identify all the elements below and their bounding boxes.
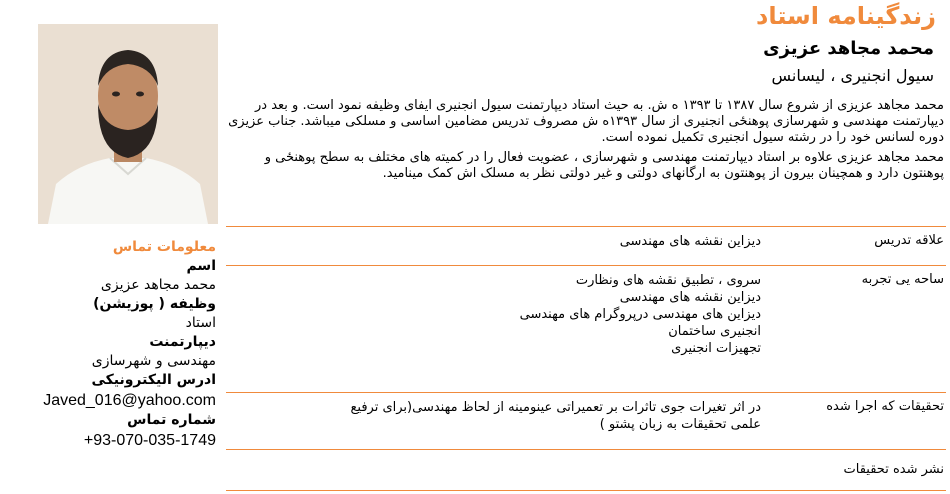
detail-row-interest — [226, 226, 946, 265]
contact-email-label: ادرس الیکترونیکی — [91, 372, 216, 388]
details-table — [226, 226, 946, 491]
contact-position-label: وظیفه ( پوزیشن) — [93, 296, 216, 312]
contact-department-value: مهندسی و شهرسازی — [91, 353, 216, 369]
contact-phone-value: +93-070-035-1749 — [83, 432, 216, 449]
profile-photo — [38, 24, 218, 224]
research-content — [321, 399, 761, 433]
detail-row-research — [226, 392, 946, 449]
experience-label: ساحه یی تجربه — [861, 272, 944, 287]
research-item: علمی تحقیقات به زبان پشتو ) — [599, 417, 761, 432]
contact-info — [0, 238, 216, 451]
published-label: نشر شده تحقیقات — [843, 462, 944, 477]
interest-label: علاقه تدریس — [874, 233, 944, 248]
research-item: در اثر تغیرات جوی تاثرات بر تعمیراتی عینومینه از لحاظ مهندسی(برای ترفیع — [350, 400, 761, 415]
page-title: زندگینامه استاد — [756, 2, 936, 30]
contact-email-link[interactable]: Javed_016@yahoo.com — [43, 392, 216, 409]
experience-item: سروی ، تطبیق نقشه های ونظارت — [575, 273, 761, 288]
bio-paragraph-2: محمد مجاهد عزیزی علاوه بر استاد دیپارتمنت مهندسی و شهرسازی ، عضویت فعال را در کمیته های مختلف به سطح پوهنځی و پوهنتون دارد و همچینان بیرون از پوهنتون به ارگانهای دولتی و غیر دولتی نظر به مسلک اش کمک مینامید. — [264, 150, 944, 181]
contact-department-label: دیپارتمنت — [149, 334, 216, 350]
degree-line: سیول انجنیری ، لیسانس — [771, 66, 934, 85]
experience-content — [411, 272, 761, 357]
contact-heading: معلومات تماس — [112, 239, 216, 255]
detail-row-experience — [226, 265, 946, 392]
person-name: محمد مجاهد عزیزی — [763, 38, 934, 59]
experience-item: دیزاین نقشه های مهندسی — [619, 290, 761, 305]
person-portrait-icon — [38, 24, 218, 224]
detail-row-published — [226, 449, 946, 490]
interest-content — [411, 233, 761, 250]
experience-item: دیزاین های مهندسی درپروگرام های مهندسی — [519, 307, 761, 322]
research-label: تحقیقات که اجرا شده — [826, 399, 944, 414]
interest-item: دیزاین نقشه های مهندسی — [619, 234, 761, 249]
contact-name-value: محمد مجاهد عزیزی — [100, 277, 216, 293]
experience-item: تجهیزات انجنیری — [671, 341, 761, 356]
contact-name-label: اسم — [186, 258, 216, 274]
bio-paragraph-1: محمد مجاهد عزیزی از شروع سال ۱۳۸۷ تا ۱۳۹۳ ه ش. به حیث استاد دیپارتمنت سیول انجنیری ایفای وظیفه نمود است. و بعد در دیپارتمنت مهندسی و شهرسازی پوهنځی انجنیری از سال ۱۳۹۳ه ش مصروف تدریس مضامین اساسی و مسلکی میباشد. جناب عزیزی دوره لسانس خود را در رشته سیول انجنیری تکمیل نموده است. — [228, 98, 944, 145]
experience-item: انجنیری ساختمان — [668, 324, 761, 339]
table-bottom-rule — [226, 490, 946, 491]
contact-phone-label: شماره تماس — [127, 412, 216, 428]
contact-position-value: استاد — [185, 315, 216, 331]
